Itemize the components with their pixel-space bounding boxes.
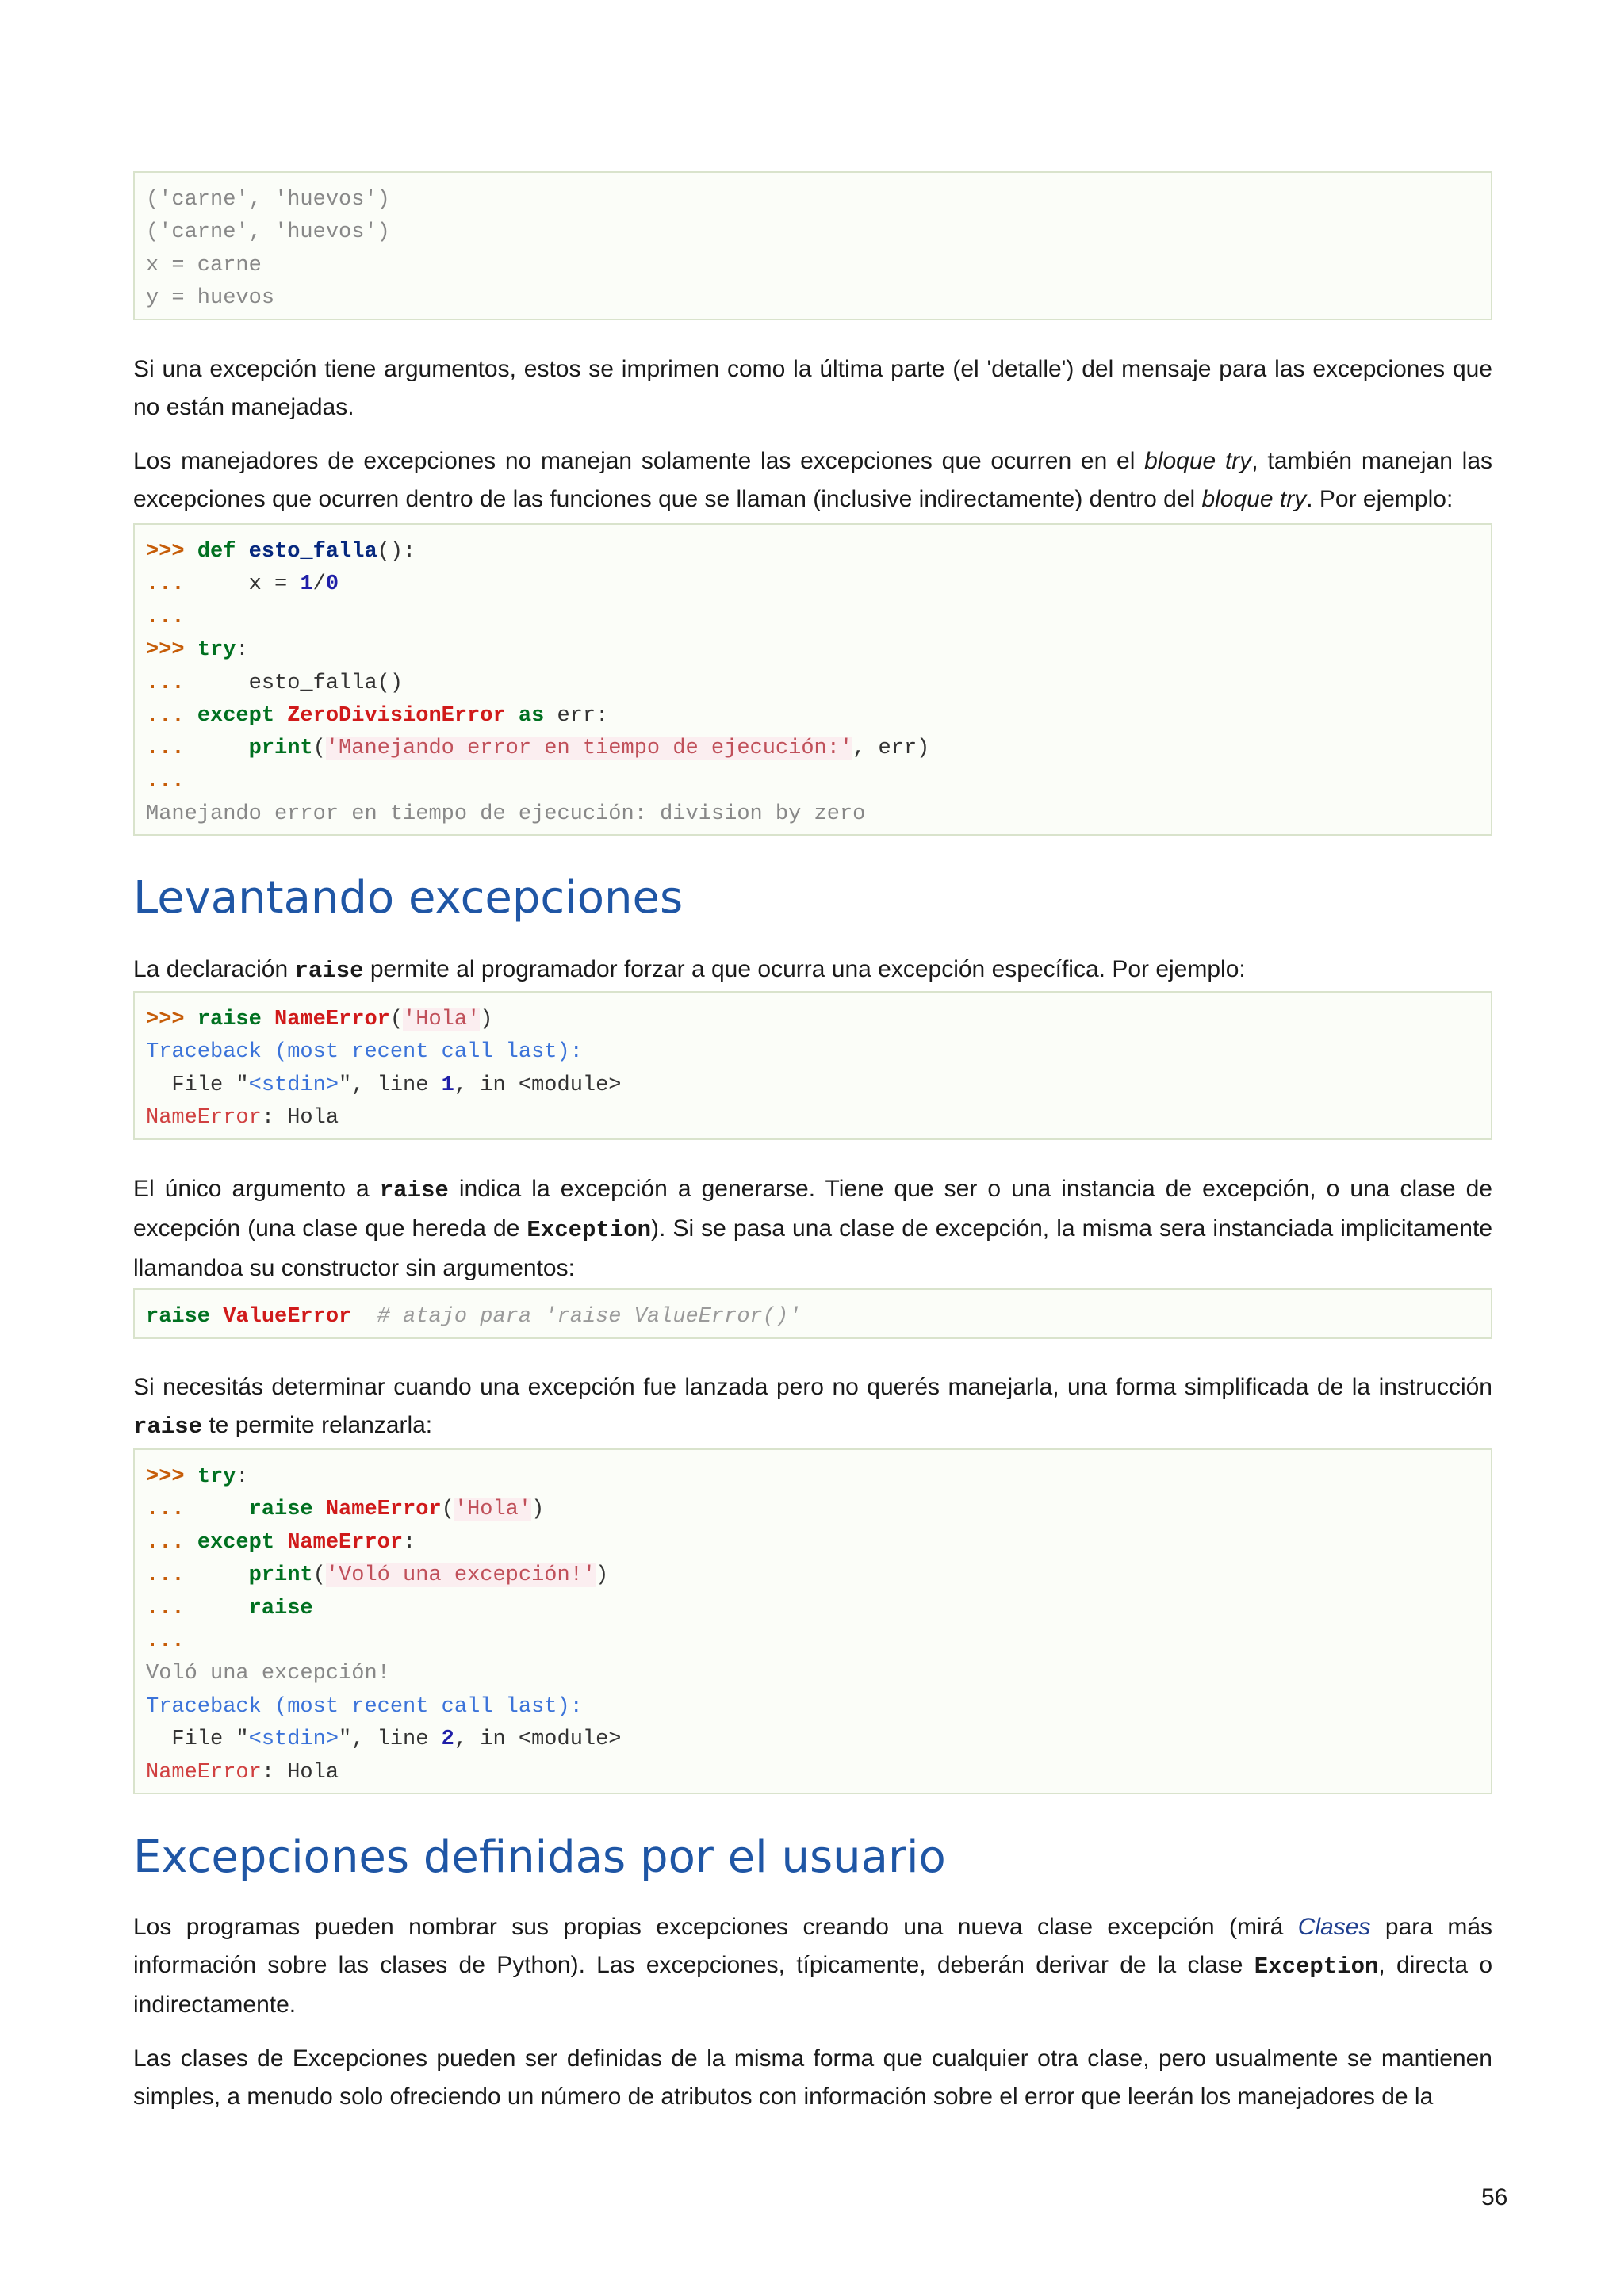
emphasis: bloque try xyxy=(1201,486,1307,512)
paragraph: El único argumento a raise indica la excepción a generarse. Tiene que ser o una instancia de excepción, o una clase de excepción (una clase que hereda de Exception). Si se pasa una clase de excepción, la misma sera instanciada implicitamente llamandoa su constructor sin argumentos: xyxy=(133,1176,1493,1281)
code-line: ('carne', 'huevos') xyxy=(146,188,390,212)
code-block-try-function: >>> def esto_falla(): ... x = 1/0 ... >>> try: ... esto_falla() ... except ZeroDivisionError as err: ... print('Manejando error en tiempo de ejecución:', err) ... Manejando error en tiempo de ejecución: division by zero xyxy=(133,523,1492,836)
page-number: 56 xyxy=(1481,2184,1508,2210)
code-line: ('carne', 'huevos') xyxy=(146,220,390,245)
code-line: x = carne xyxy=(146,253,262,277)
code-block-reraise: >>> try: ... raise NameError('Hola') ... except NameError: ... print('Voló una excepción!') ... raise ... Voló una excepción! Traceback (most recent call last): File "<stdin>", line 2, in <module> NameError: Hola xyxy=(133,1448,1492,1794)
paragraph: Los programas pueden nombrar sus propias excepciones creando una nueva clase excepción (mirá Clases para más información sobre las clases de Python). Las excepciones, típicamente, deberán derivar de la clase Exception, directa o indirectamente. xyxy=(133,1914,1493,2018)
link-clases[interactable]: Clases xyxy=(1297,1914,1371,1940)
section-heading: Excepciones definidas por el usuario xyxy=(133,1831,946,1883)
inline-code: Exception xyxy=(1254,1954,1379,1980)
paragraph: Los manejadores de excepciones no manejan solamente las excepciones que ocurren en el bloque try, también manejan las excepciones que ocurren dentro de las funciones que se llaman (inclusive indirectamente) dentro del bloque try. Por ejemplo: xyxy=(133,448,1493,512)
code-block-output xyxy=(133,171,1492,320)
code-block-raise: >>> raise NameError('Hola') Traceback (most recent call last): File "<stdin>", line 1, in <module> NameError: Hola xyxy=(133,991,1492,1140)
paragraph: Si una excepción tiene argumentos, estos se imprimen como la última parte (el 'detalle') del mensaje para las excepciones que no están manejadas. xyxy=(133,356,1492,420)
inline-code: raise xyxy=(379,1177,449,1203)
inline-code: raise xyxy=(133,1414,203,1440)
emphasis: bloque try xyxy=(1144,448,1252,474)
paragraph: Las clases de Excepciones pueden ser definidas de la misma forma que cualquier otra clase, pero usualmente se mantienen simples, a menudo solo ofreciendo un número de atributos con información sobre el error que leerán los manejadores de la xyxy=(133,2045,1492,2110)
section-heading: Levantando excepciones xyxy=(133,872,684,924)
code-block-raise-shortcut: raise ValueError # atajo para 'raise ValueError()' xyxy=(133,1288,1492,1339)
inline-code: raise xyxy=(294,958,364,984)
paragraph: La declaración raise permite al programador forzar a que ocurra una excepción específica. Por ejemplo: xyxy=(133,956,1246,984)
paragraph: Si necesitás determinar cuando una excepción fue lanzada pero no querés manejarla, una forma simplificada de la instrucción raise te permite relanzarla: xyxy=(133,1374,1492,1440)
code-line: y = huevos xyxy=(146,286,275,311)
inline-code: Exception xyxy=(527,1217,652,1243)
